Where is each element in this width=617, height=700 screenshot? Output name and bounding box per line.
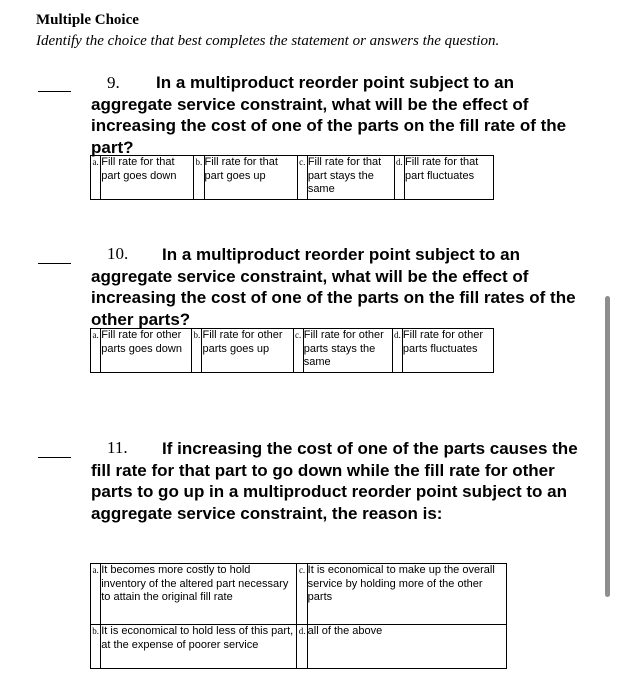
- scrollbar[interactable]: [605, 296, 610, 597]
- question-number-11: 11.: [107, 438, 128, 457]
- choice-letter: d.: [394, 156, 404, 200]
- choice-letter: a.: [91, 329, 101, 373]
- choice-9a[interactable]: Fill rate for that part goes down: [101, 156, 194, 200]
- choice-letter: c.: [297, 564, 307, 625]
- choice-letter: a.: [91, 564, 101, 625]
- choice-letter: b.: [91, 625, 101, 669]
- choice-letter: d.: [297, 625, 307, 669]
- choices-table-9: [90, 155, 494, 200]
- question-text-11: [91, 438, 591, 524]
- section-title: Multiple Choice: [36, 12, 139, 28]
- choice-9d[interactable]: Fill rate for that part fluctuates: [404, 156, 493, 200]
- choice-9c[interactable]: Fill rate for that part stays the same: [307, 156, 394, 200]
- choice-10c[interactable]: Fill rate for other parts stays the same: [303, 329, 392, 373]
- choice-letter: c.: [293, 329, 303, 373]
- choice-letter: b.: [194, 156, 204, 200]
- answer-blank-11[interactable]: [38, 457, 71, 458]
- question-text-9-content: In a multiproduct reorder point subject to an aggregate service constraint, what will be the effect of increasing the cost of one of the parts on the fill rate of the part?: [91, 73, 567, 157]
- answer-blank-9[interactable]: [38, 91, 71, 92]
- choice-letter: b.: [192, 329, 202, 373]
- choice-letter: a.: [91, 156, 101, 200]
- question-text-10-content: In a multiproduct reorder point subject to an aggregate service constraint, what will be the effect of increasing the cost of one of the parts on the fill rates of the other parts?: [91, 245, 576, 329]
- choice-10b[interactable]: Fill rate for other parts goes up: [202, 329, 293, 373]
- choice-letter: d.: [392, 329, 402, 373]
- instructions: Identify the choice that best completes the statement or answers the question.: [36, 33, 500, 49]
- choice-11a[interactable]: It becomes more costly to hold inventory of the altered part necessary to attain the original fill rate: [101, 564, 297, 625]
- question-number-9: 9.: [107, 73, 120, 92]
- question-text-11-content: If increasing the cost of one of the parts causes the fill rate for that part to go down while the fill rate for other parts to go up in a multiproduct reorder point subject to an aggregate service constraint, the reason is:: [91, 439, 578, 523]
- question-text-10: [91, 244, 591, 330]
- choice-letter: c.: [297, 156, 307, 200]
- choice-10d[interactable]: Fill rate for other parts fluctuates: [402, 329, 493, 373]
- question-text-9: [91, 72, 591, 158]
- choice-10a[interactable]: Fill rate for other parts goes down: [101, 329, 192, 373]
- choice-11b[interactable]: It is economical to hold less of this part, at the expense of poorer service: [101, 625, 297, 669]
- choice-11d[interactable]: all of the above: [307, 625, 506, 669]
- choices-table-11: [90, 563, 507, 669]
- choices-table-10: [90, 328, 494, 373]
- answer-blank-10[interactable]: [38, 263, 71, 264]
- choice-9b[interactable]: Fill rate for that part goes up: [204, 156, 297, 200]
- question-number-10: 10.: [107, 244, 129, 263]
- choice-11c[interactable]: It is economical to make up the overall service by holding more of the other parts: [307, 564, 506, 625]
